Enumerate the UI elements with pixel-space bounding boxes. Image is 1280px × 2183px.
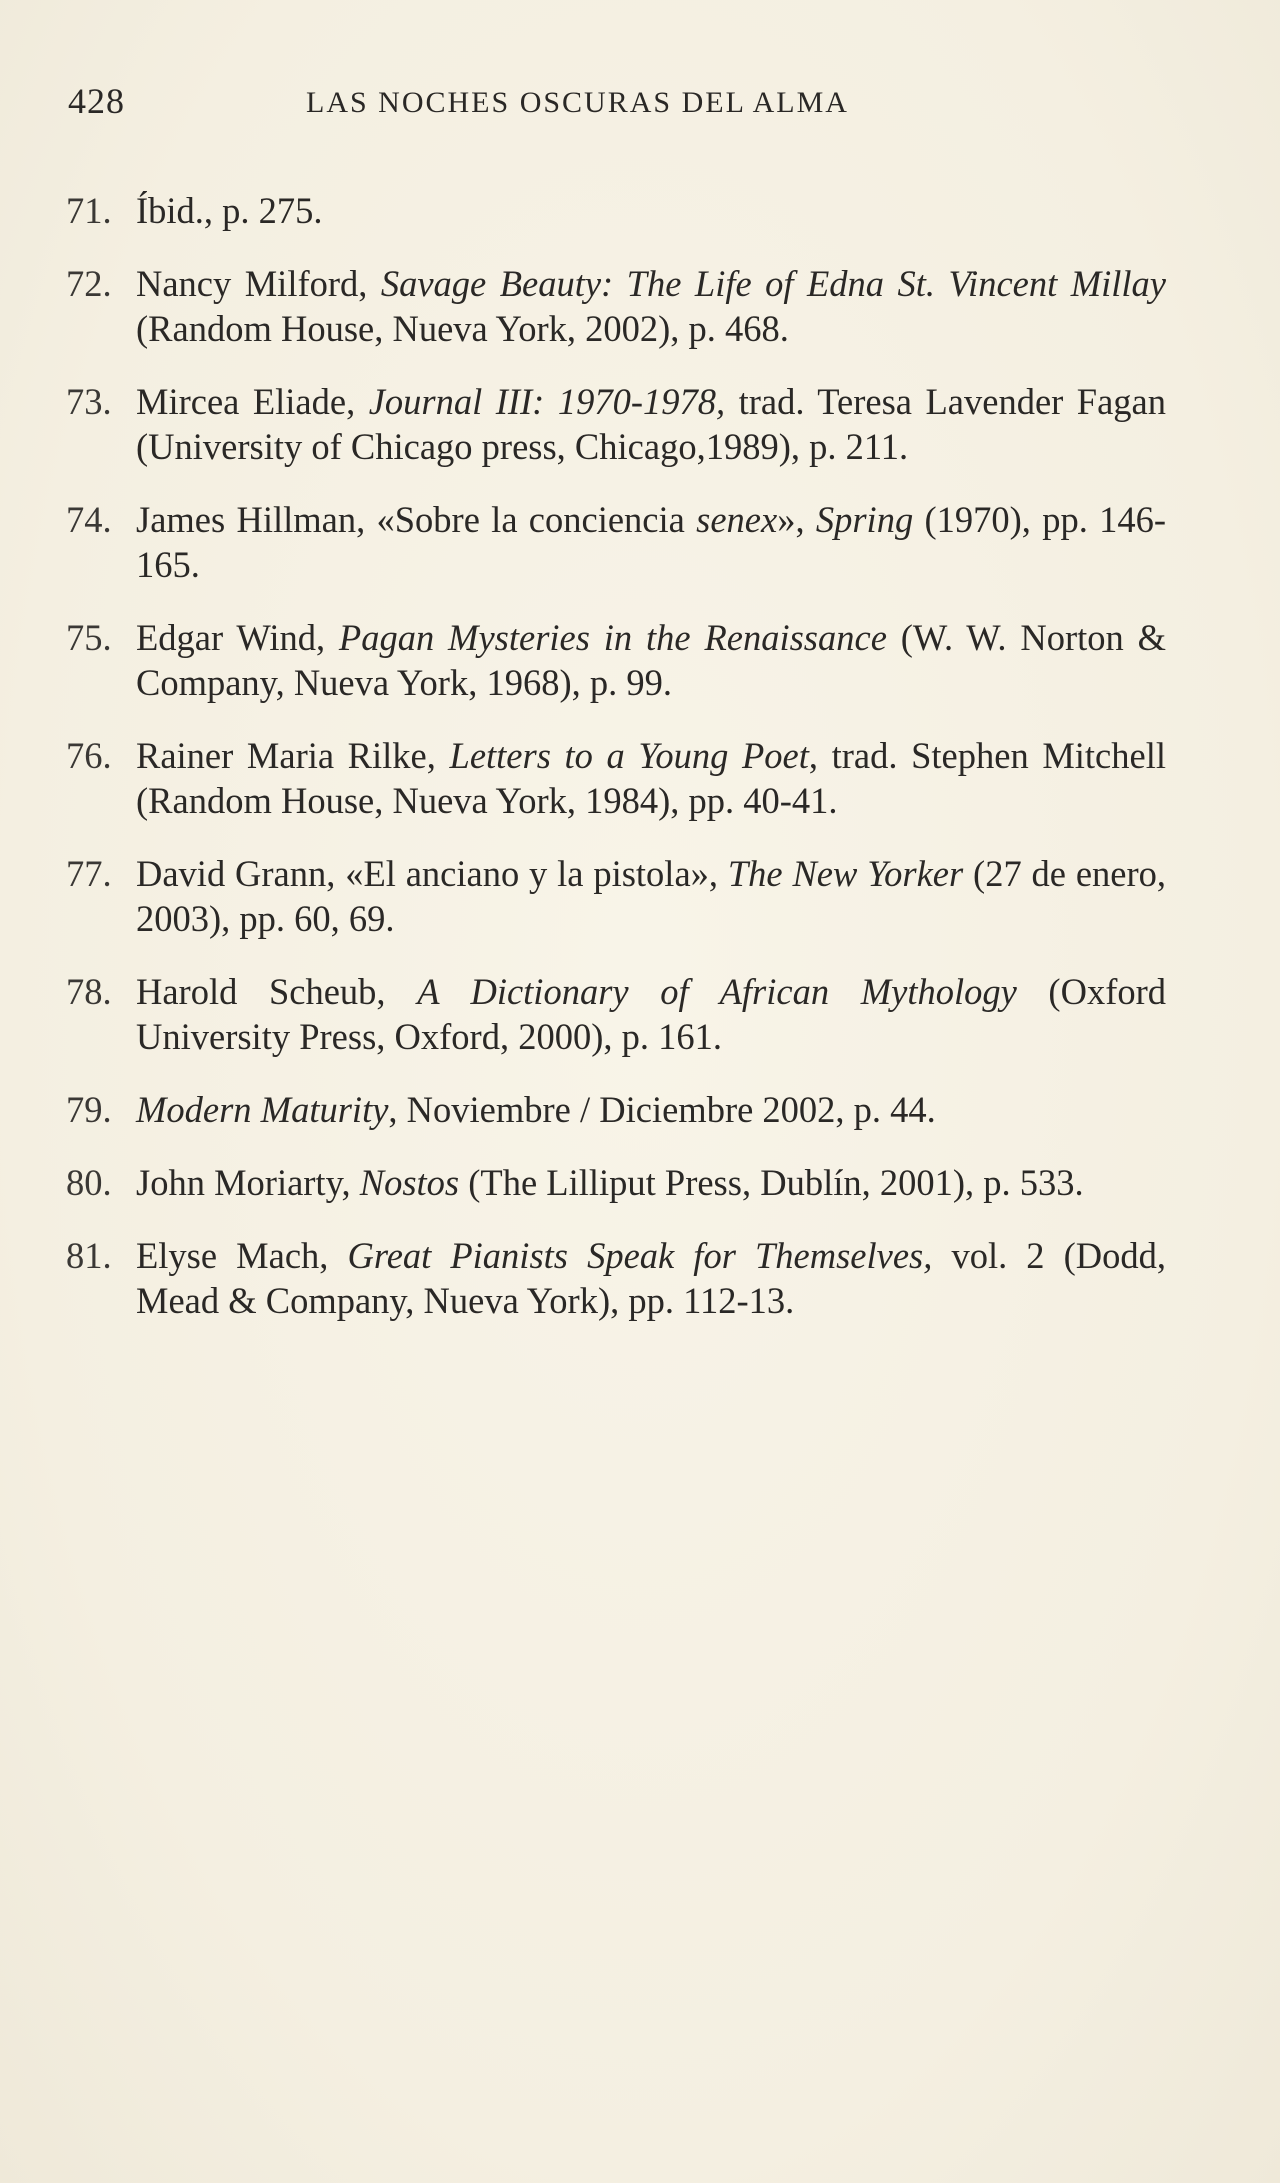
endnote-text-segment: (1970), pp. 146-165. (136, 499, 1167, 585)
endnote (66, 497, 1166, 587)
endnote-text-segment: (W. W. Norton & Company, Nueva York, 1968), p. 99. (136, 617, 1166, 703)
endnote-title-italic: Journal III: 1970-1978, (368, 381, 726, 422)
endnote-text (136, 1162, 1084, 1203)
endnote-text-segment: Íbid., p. 275. (136, 190, 323, 231)
endnote-title-italic: Letters to a Young Poet (449, 735, 809, 776)
endnote-text-segment: (27 de enero, 2003), pp. 60, 69. (136, 853, 1166, 939)
endnote (66, 188, 1166, 233)
endnote-text-segment: Rainer Maria Rilke, (136, 735, 450, 776)
endnotes-list (66, 188, 1166, 1351)
endnote-text (136, 263, 1166, 349)
endnote (66, 1087, 1166, 1132)
endnote-number: 81. (66, 1235, 112, 1276)
running-head (68, 80, 1168, 124)
endnote-title-italic: Great Pianists Speak for Themselves, (347, 1235, 933, 1276)
endnote (66, 379, 1166, 469)
endnote-text (136, 499, 1166, 585)
endnote-title-italic: Savage Beauty: The Life of Edna St. Vincent Millay (380, 263, 1166, 304)
endnote-text-segment: trad. Teresa Lavender Fagan (University of Chicago press, Chicago,1989), p. 211. (136, 381, 1166, 467)
endnote-title-italic: Modern Maturity (136, 1089, 389, 1130)
endnote-text (136, 853, 1166, 939)
page-number: 428 (68, 81, 125, 121)
endnote-text (136, 735, 1166, 821)
endnote-text (136, 1089, 936, 1130)
endnote-text-segment: (Random House, Nueva York, 2002), p. 468. (136, 308, 789, 349)
endnote (66, 969, 1166, 1059)
endnote-text (136, 190, 323, 231)
endnote (66, 1233, 1166, 1323)
endnote-text-segment: Elyse Mach, (136, 1235, 348, 1276)
endnote-text-segment: Harold Scheub, (136, 971, 418, 1012)
endnote-title-italic: Spring (815, 499, 914, 540)
endnote (66, 261, 1166, 351)
endnote-title-italic: Nostos (359, 1162, 460, 1203)
endnote-number: 71. (66, 190, 112, 231)
endnote (66, 615, 1166, 705)
endnote-text-segment: John Moriarty, (136, 1162, 360, 1203)
endnote-text-segment: Edgar Wind, (136, 617, 339, 658)
endnote-title-italic: senex (696, 499, 778, 540)
endnote-number: 75. (66, 617, 112, 658)
endnote-text-segment: (The Lilliput Press, Dublín, 2001), p. 533. (459, 1162, 1084, 1203)
endnote-text-segment: vol. 2 (Dodd, Mead & Company, Nueva York), pp. 112-13. (136, 1235, 1166, 1321)
endnote-text (136, 381, 1166, 467)
endnote-title-italic: Pagan Mysteries in the Renaissance (338, 617, 887, 658)
endnote-title-italic: A Dictionary of African Mythology (417, 971, 1017, 1012)
endnote-number: 77. (66, 853, 112, 894)
endnote (66, 733, 1166, 823)
endnote-number: 79. (66, 1089, 112, 1130)
running-title: LAS NOCHES OSCURAS DEL ALMA (306, 86, 849, 119)
endnote-text-segment: , trad. Stephen Mitchell (Random House, Nueva York, 1984), pp. 40-41. (136, 735, 1166, 821)
endnote-text-segment: », (777, 499, 816, 540)
endnote-number: 76. (66, 735, 112, 776)
endnote-number: 73. (66, 381, 112, 422)
endnote-number: 72. (66, 263, 112, 304)
endnote-text-segment: , Noviembre / Diciembre 2002, p. 44. (388, 1089, 936, 1130)
endnote-text (136, 617, 1166, 703)
endnote-text (136, 1235, 1166, 1321)
endnote-text-segment: Nancy Milford, (136, 263, 381, 304)
endnote-text (136, 971, 1166, 1057)
endnote-title-italic: The New Yorker (727, 853, 964, 894)
endnote-number: 74. (66, 499, 112, 540)
endnote-text-segment: James Hillman, «Sobre la conciencia (136, 499, 697, 540)
endnote-text-segment: David Grann, «El anciano y la pistola», (136, 853, 728, 894)
endnote-text-segment: (Oxford University Press, Oxford, 2000), p. 161. (136, 971, 1166, 1057)
endnote-number: 78. (66, 971, 112, 1012)
endnote (66, 851, 1166, 941)
endnote-text-segment: Mircea Eliade, (136, 381, 369, 422)
endnote (66, 1160, 1166, 1205)
endnote-number: 80. (66, 1162, 112, 1203)
